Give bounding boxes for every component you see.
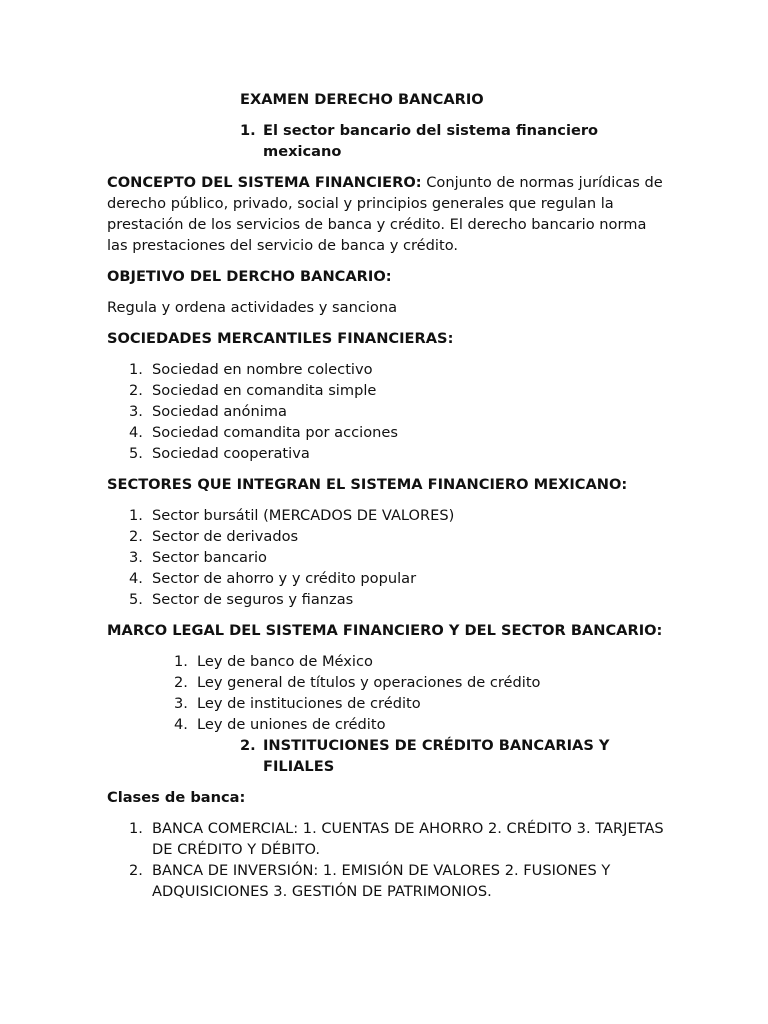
concept-text: Conjunto de normas jurídicas de derecho público, privado, social y principios generales que regulan la prestación de los servicios de banca y crédito. El derecho bancario norma las prestaciones del servicio de banca y crédito. — [107, 174, 663, 254]
objective-text: Regula y ordena actividades y sanciona — [107, 299, 398, 316]
list-item-text: Sociedad en comandita simple — [152, 382, 377, 399]
list-item-text: Sector bursátil (MERCADOS DE VALORES) — [152, 507, 455, 524]
list-item-text: Sector de ahorro y y crédito popular — [152, 570, 417, 587]
clases-list — [129, 818, 667, 902]
list-item — [129, 547, 667, 568]
list-item-number: 1. — [174, 653, 188, 670]
list-item — [129, 568, 667, 589]
list-item-text: Sector de seguros y fianzas — [152, 591, 354, 608]
concept-paragraph — [107, 172, 667, 256]
list-item-number: 1. — [129, 507, 143, 524]
list-item-text: Sociedad comandita por acciones — [152, 424, 398, 441]
section-1-number: 1. — [240, 122, 256, 139]
sociedades-list — [129, 359, 667, 464]
list-item-text: Sector bancario — [152, 549, 267, 566]
document-title: EXAMEN DERECHO BANCARIO — [240, 91, 484, 108]
list-item-text: BANCA DE INVERSIÓN: 1. EMISIÓN DE VALORES 2. FUSIONES Y ADQUISICIONES 3. GESTIÓN DE PATRIMONIOS. — [152, 862, 611, 900]
list-item-text: Ley de banco de México — [197, 653, 373, 670]
sociedades-label: SOCIEDADES MERCANTILES FINANCIERAS: — [107, 330, 454, 347]
list-item-text: Sociedad en nombre colectivo — [152, 361, 373, 378]
list-item-text: Sector de derivados — [152, 528, 299, 545]
list-item — [174, 672, 667, 693]
clases-label: Clases de banca: — [107, 789, 246, 806]
list-item-number: 2. — [174, 674, 188, 691]
list-item-text: Ley de uniones de crédito — [197, 716, 386, 733]
section-2-number: 2. — [240, 737, 256, 754]
list-item — [174, 693, 667, 714]
list-item-text: Sociedad cooperativa — [152, 445, 310, 462]
list-item — [174, 714, 667, 735]
list-item — [129, 818, 667, 860]
section-1-heading — [240, 120, 667, 162]
sectores-list — [129, 505, 667, 610]
list-item — [129, 380, 667, 401]
list-item — [129, 401, 667, 422]
section-2-heading — [240, 735, 667, 777]
list-item — [129, 422, 667, 443]
list-item — [129, 860, 667, 902]
list-item — [129, 359, 667, 380]
list-item-text: Ley de instituciones de crédito — [197, 695, 421, 712]
list-item-text: BANCA COMERCIAL: 1. CUENTAS DE AHORRO 2. CRÉDITO 3. TARJETAS DE CRÉDITO Y DÉBITO. — [152, 820, 664, 858]
list-item-number: 5. — [129, 591, 143, 608]
list-item-number: 3. — [129, 403, 143, 420]
marco-list — [174, 651, 667, 735]
document-page — [107, 89, 667, 912]
marco-label: MARCO LEGAL DEL SISTEMA FINANCIERO Y DEL SECTOR BANCARIO: — [107, 622, 663, 639]
list-item-number: 5. — [129, 445, 143, 462]
list-item-number: 3. — [174, 695, 188, 712]
objective-label: OBJETIVO DEL DERCHO BANCARIO: — [107, 268, 392, 285]
list-item — [129, 505, 667, 526]
list-item — [129, 589, 667, 610]
list-item-number: 1. — [129, 361, 143, 378]
list-item — [174, 651, 667, 672]
list-item-number: 2. — [129, 382, 143, 399]
list-item-number: 2. — [129, 862, 143, 879]
list-item — [129, 526, 667, 547]
list-item — [129, 443, 667, 464]
section-2-text: INSTITUCIONES DE CRÉDITO BANCARIAS Y FILIALES — [263, 737, 610, 775]
list-item-text: Sociedad anónima — [152, 403, 287, 420]
list-item-text: Ley general de títulos y operaciones de crédito — [197, 674, 541, 691]
list-item-number: 4. — [129, 424, 143, 441]
list-item-number: 1. — [129, 820, 143, 837]
sectores-label: SECTORES QUE INTEGRAN EL SISTEMA FINANCIERO MEXICANO: — [107, 476, 628, 493]
list-item-number: 4. — [174, 716, 188, 733]
section-1-text: El sector bancario del sistema financiero mexicano — [263, 122, 599, 160]
concept-label: CONCEPTO DEL SISTEMA FINANCIERO: — [107, 174, 422, 191]
list-item-number: 2. — [129, 528, 143, 545]
list-item-number: 4. — [129, 570, 143, 587]
list-item-number: 3. — [129, 549, 143, 566]
